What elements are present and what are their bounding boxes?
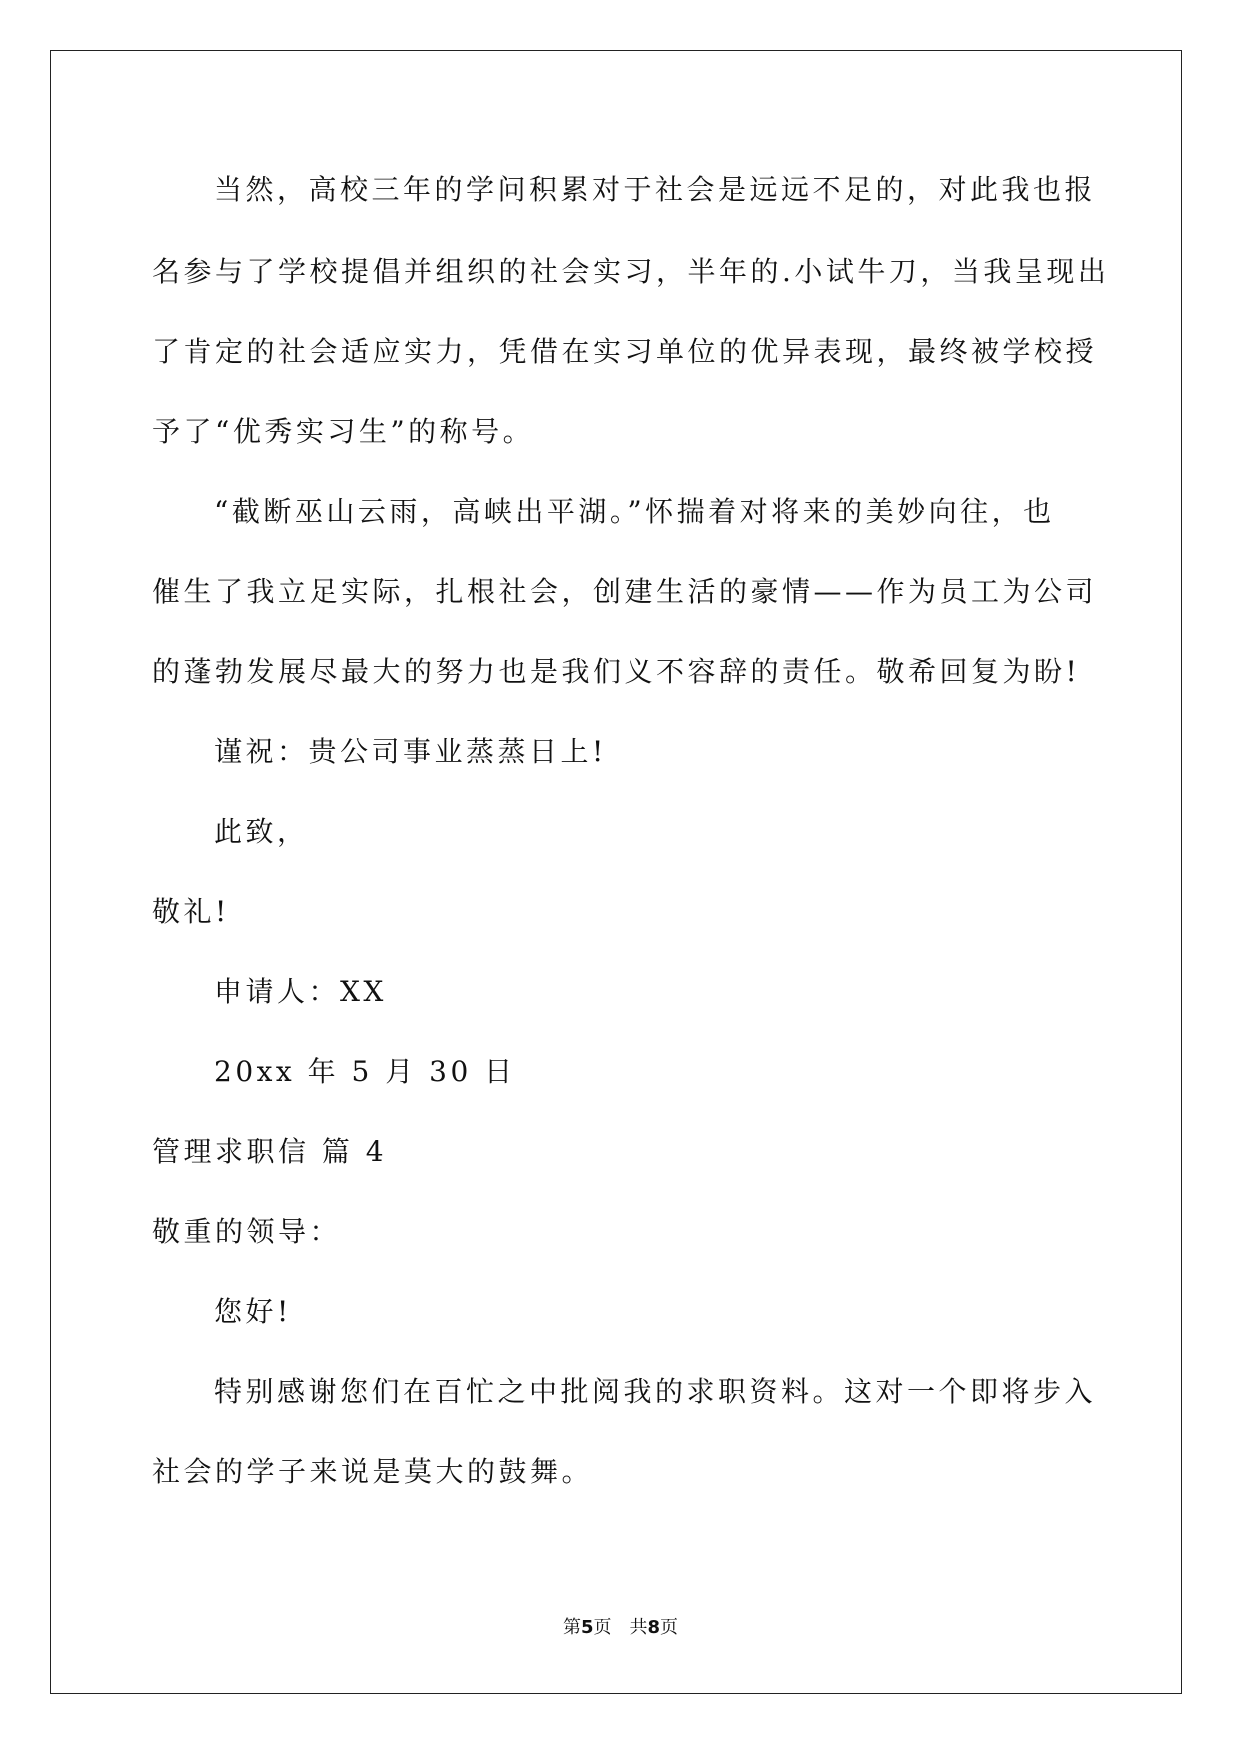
body-line-2: 名参与了学校提倡并组织的社会实习，半年的.小试牛刀，当我呈现出 <box>152 255 1110 288</box>
total-suffix: 页 <box>660 1617 679 1638</box>
greeting-line: 敬重的领导： <box>152 1215 342 1248</box>
date-line: 20xx 年 5 月 30 日 <box>214 1055 516 1088</box>
body-line-10: 社会的学子来说是莫大的鼓舞。 <box>152 1455 594 1488</box>
salutation-line: 敬礼! <box>152 895 230 928</box>
body-line-6: 催生了我立足实际，扎根社会，创建生活的豪情——作为员工为公司 <box>152 575 1098 608</box>
section-heading: 管理求职信 篇 4 <box>152 1135 388 1168</box>
body-line-9: 特别感谢您们在百忙之中批阅我的求职资料。这对一个即将步入 <box>214 1375 1097 1408</box>
page-current: 5 <box>580 1617 594 1638</box>
hello-line: 您好! <box>214 1295 292 1328</box>
body-line-5: “截断巫山云雨，高峡出平湖。”怀揣着对将来的美妙向往，也 <box>214 495 1055 528</box>
applicant-line: 申请人：XX <box>214 975 387 1008</box>
closing-line: 此致， <box>214 815 309 848</box>
page-suffix: 页 <box>593 1617 612 1638</box>
page-prefix: 第 <box>562 1617 581 1638</box>
page-border <box>50 50 1182 1694</box>
body-line-7: 的蓬勃发展尽最大的努力也是我们义不容辞的责任。敬希回复为盼! <box>152 655 1081 688</box>
page-footer <box>0 1616 1241 1640</box>
total-prefix: 共 <box>629 1617 648 1638</box>
body-line-1: 当然，高校三年的学问积累对于社会是远远不足的，对此我也报 <box>214 173 1097 206</box>
body-line-3: 了肯定的社会适应实力，凭借在实习单位的优异表现，最终被学校授 <box>152 335 1098 368</box>
page-total: 8 <box>647 1617 661 1638</box>
body-line-8: 谨祝：贵公司事业蒸蒸日上! <box>214 735 607 768</box>
body-line-4: 予了“优秀实习生”的称号。 <box>152 415 535 448</box>
